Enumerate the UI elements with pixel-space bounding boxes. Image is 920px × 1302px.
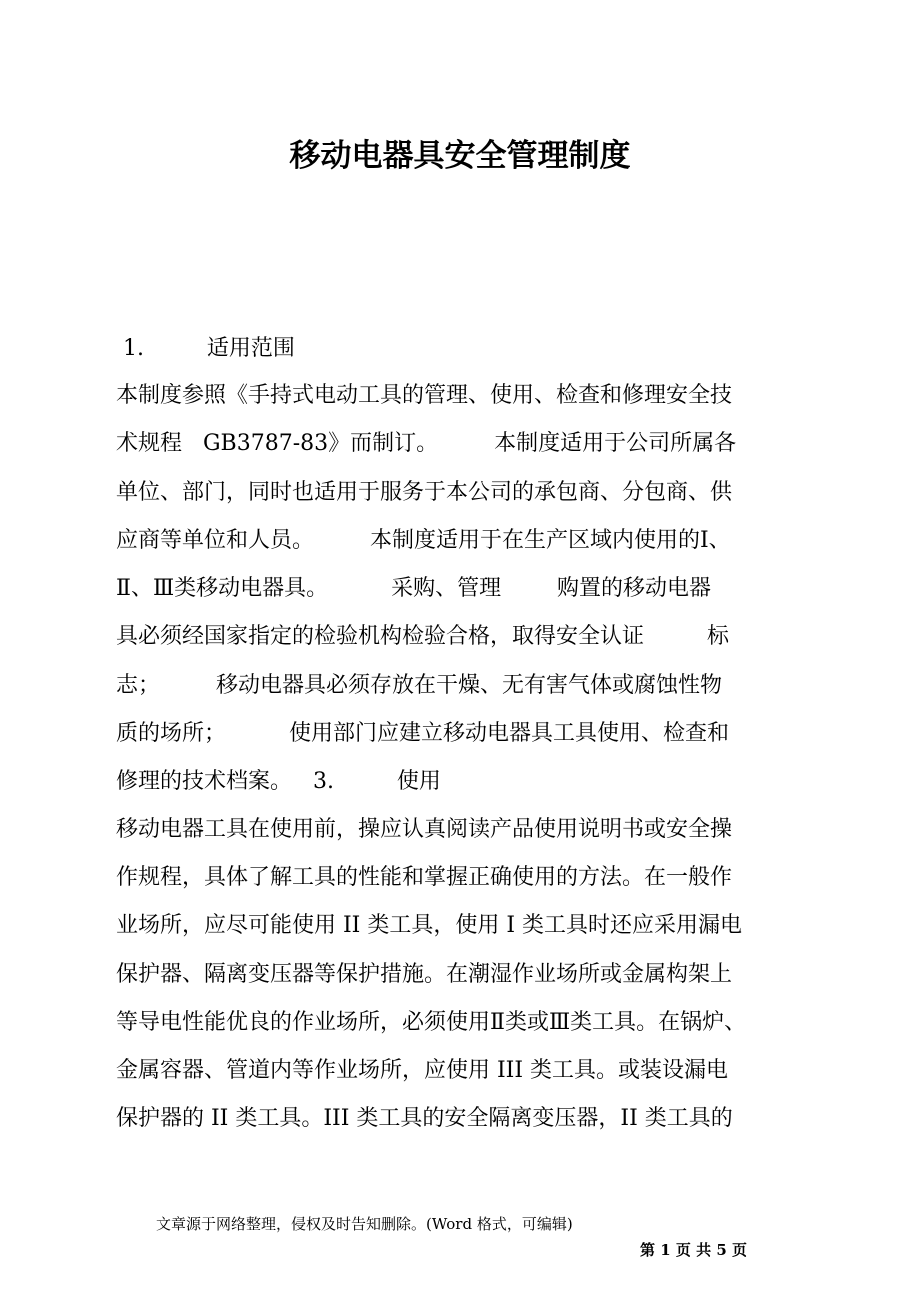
- footer-note: 文章源于网络整理，侵权及时告知删除。(Word 格式，可编辑): [156, 1215, 573, 1233]
- body-line: 作规程，具体了解工具的性能和掌握正确使用的方法。在一般作: [116, 865, 733, 890]
- page-number: 第 1 页 共 5 页: [640, 1241, 747, 1259]
- body-line: 具必须经国家指定的检验机构检验合格，取得安全认证 标: [116, 624, 729, 649]
- body-line: 志； 移动电器具必须存放在干燥、无有害气体或腐蚀性物: [116, 673, 722, 698]
- body-line: 术规程 GB3787-83》而制订。 本制度适用于公司所属各: [116, 431, 737, 456]
- body-line: 应商等单位和人员。 本制度适用于在生产区域内使用的Ⅰ、: [116, 528, 731, 553]
- body-line: 1. 适用范围: [116, 336, 295, 361]
- document-title: 移动电器具安全管理制度: [289, 138, 631, 174]
- body-line: 业场所，应尽可能使用 II 类工具，使用 I 类工具时还应采用漏电: [116, 913, 743, 938]
- body-line: 本制度参照《手持式电动工具的管理、使用、检查和修理安全技: [116, 383, 733, 408]
- body-line: 修理的技术档案。 3. 使用: [116, 769, 441, 794]
- body-line: 移动电器工具在使用前，操应认真阅读产品使用说明书或安全操: [116, 817, 733, 842]
- body-line: 金属容器、管道内等作业场所，应使用 III 类工具。或装设漏电: [116, 1058, 729, 1083]
- body-line: 质的场所； 使用部门应建立移动电器具工具使用、检查和: [116, 721, 729, 746]
- body-line: 等导电性能优良的作业场所，必须使用Ⅱ类或Ⅲ类工具。在锅炉、: [116, 1010, 747, 1035]
- body-line: 单位、部门，同时也适用于服务于本公司的承包商、分包商、供: [116, 480, 733, 505]
- body-line: 保护器、隔离变压器等保护措施。在潮湿作业场所或金属构架上: [116, 962, 733, 987]
- body-line: 保护器的 II 类工具。III 类工具的安全隔离变压器，II 类工具的: [116, 1106, 733, 1131]
- page-footer: [0, 1185, 920, 1263]
- body-line: Ⅱ、Ⅲ类移动电器具。 采购、管理 购置的移动电器: [116, 576, 712, 601]
